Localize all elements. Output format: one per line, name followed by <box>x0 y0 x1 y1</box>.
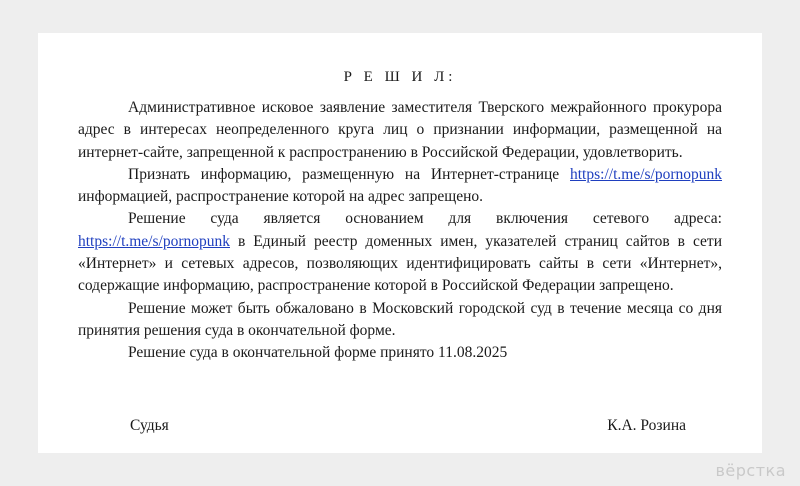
paragraph-final-date: Решение суда в окончательной форме принято 11.08.2025 <box>128 344 508 362</box>
paragraph-recognize-text: Признать информацию, размещенную на Интернет-странице <box>128 165 570 183</box>
paragraph-registry-tail: в Единый реестр доменных имен, указателей страниц сайтов в сети «Интернет» и сетевых адресов, позволяющих идентифицировать сайты в сети «Интернет», содержащие информацию, распространение которой в Российской Федерации запрещено. <box>78 232 722 295</box>
blocked-url-link[interactable]: https://t.me/s/pornopunk <box>570 165 722 183</box>
paragraph-claim: Административное исковое заявление заместителя Тверского межрайонного прокурора адрес в интересах неопределенного круга лиц о признании информации, размещенной на интернет-сайте, запрещенной к распространению в Российской Федерации, удовлетворить. <box>78 99 722 161</box>
document-sheet <box>38 33 762 453</box>
signature-row <box>130 417 686 435</box>
decision-heading: Р Е Ш И Л: <box>343 69 457 85</box>
judge-label: Судья <box>130 417 169 434</box>
paragraph-registry <box>78 208 722 297</box>
decision-body <box>78 97 722 365</box>
paragraph-registry-text: Решение суда является основанием для включения сетевого адреса: <box>128 210 722 228</box>
judge-name: К.А. Розина <box>607 417 686 434</box>
paragraph-recognize <box>78 164 722 209</box>
watermark-logo: вёрстка <box>715 461 786 480</box>
registry-url-link[interactable]: https://t.me/s/pornopunk <box>78 232 230 250</box>
paragraph-appeal: Решение может быть обжаловано в Московский городской суд в течение месяца со дня принятия решения суда в окончательной форме. <box>78 299 722 339</box>
paragraph-recognize-tail: информацией, распространение которой на адрес запрещено. <box>78 188 483 206</box>
